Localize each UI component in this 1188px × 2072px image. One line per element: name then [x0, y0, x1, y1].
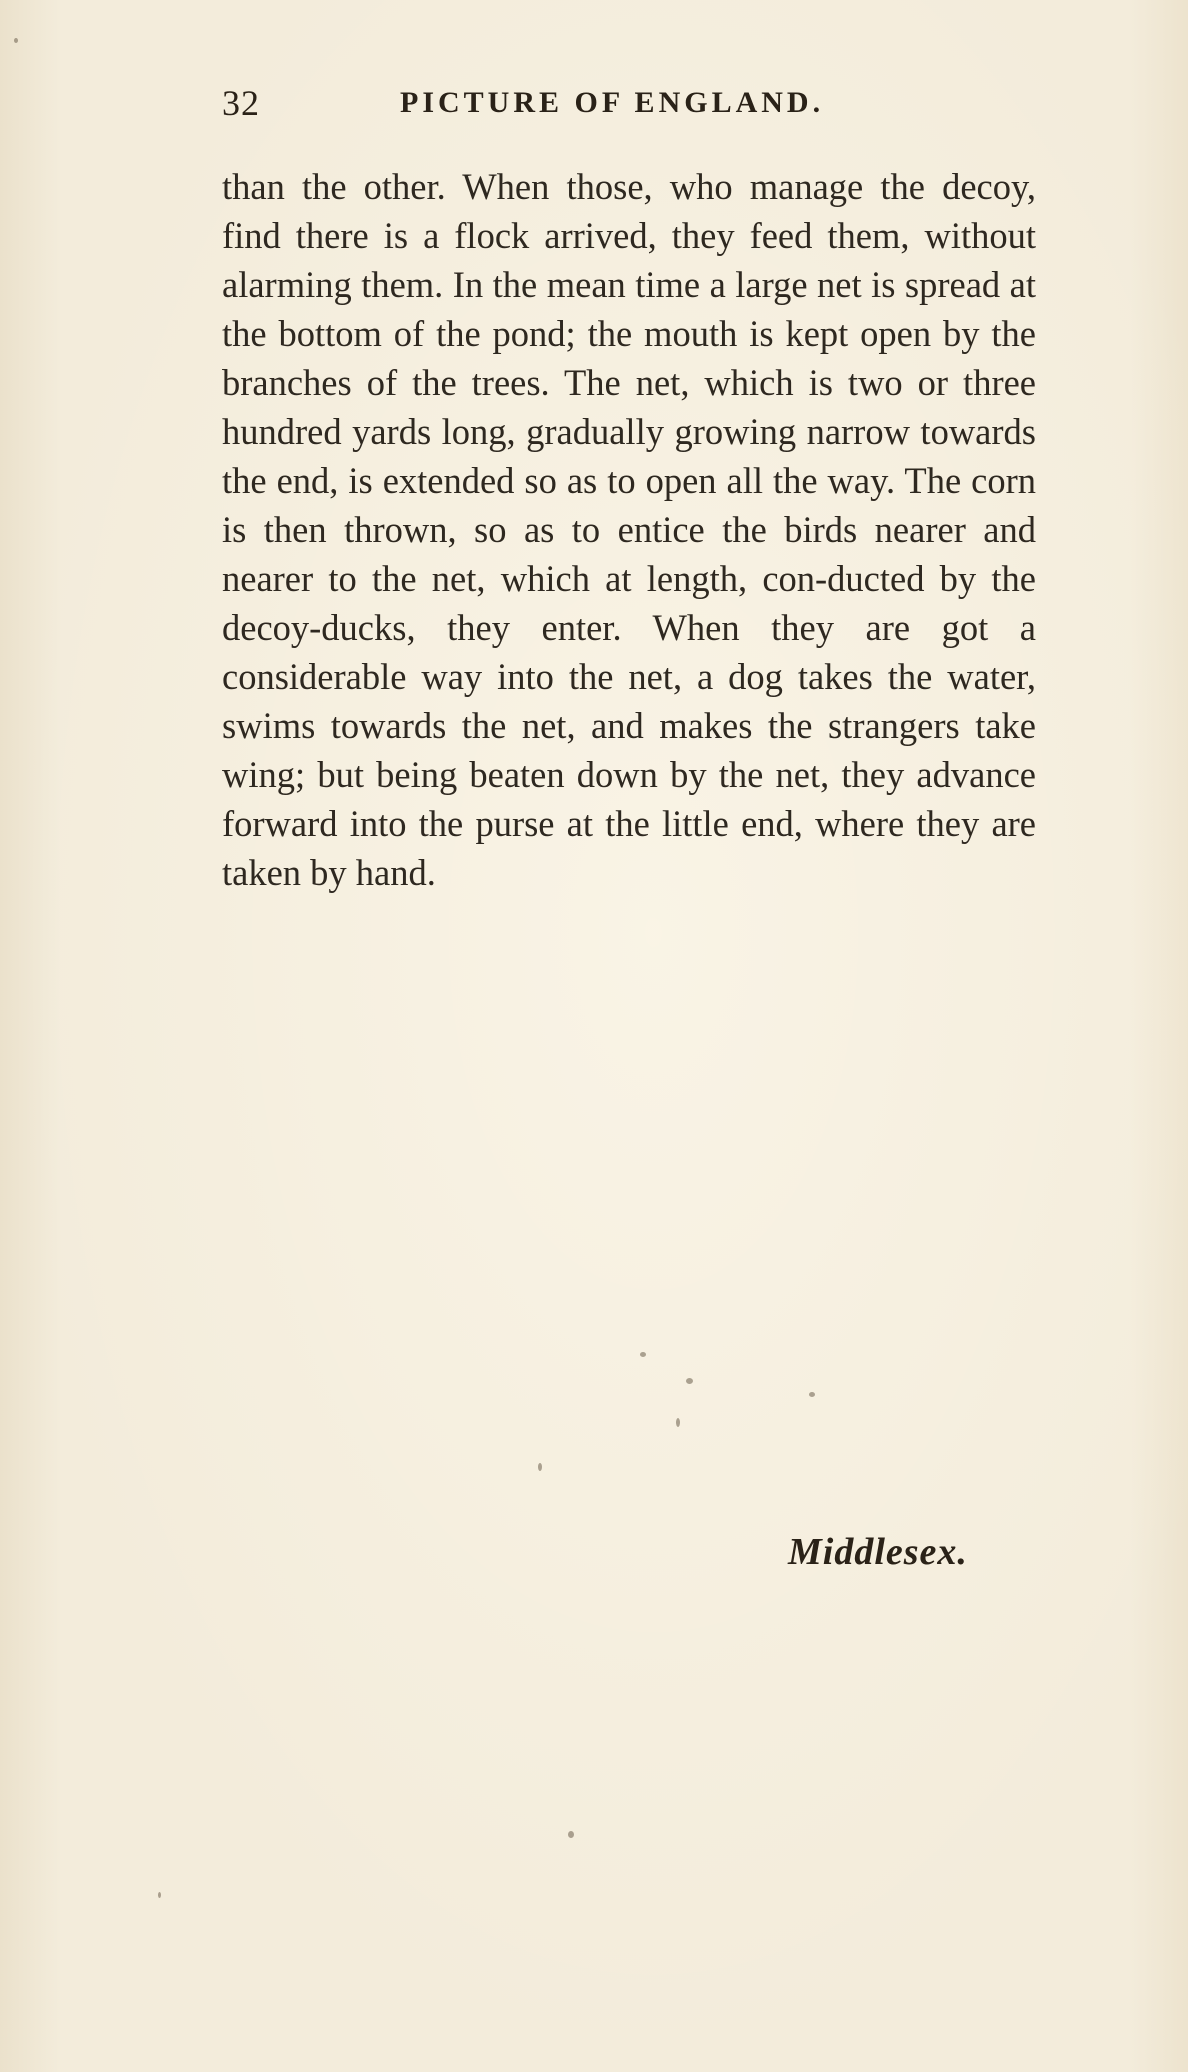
foxing-speck [158, 1892, 161, 1898]
body-paragraph: than the other. When those, who manage the decoy, find there is a flock arrived, they feed them, without alarming them. In the mean time a large net is spread at the bottom of the pond; the mouth is kept open by the branches of the trees. The net, which is two or three hundred yards long, gradually growing narrow towards the end, is extended so as to open all the way. The corn is then thrown, so as to entice the birds nearer and nearer to the net, which at length, con-ducted by the decoy-ducks, they enter. When they are got a considerable way into the net, a dog takes the water, swims towards the net, and makes the strangers take wing; but being beaten down by the net, they advance forward into the purse at the little end, where they are taken by hand. [222, 166, 1036, 893]
foxing-speck [676, 1418, 680, 1427]
running-head [222, 82, 1062, 132]
foxing-speck [538, 1463, 542, 1471]
running-title: PICTURE OF ENGLAND. [400, 86, 825, 119]
page-number: 32 [222, 83, 260, 123]
foxing-speck [14, 38, 18, 43]
foxing-speck [686, 1378, 693, 1384]
foxing-speck [809, 1392, 815, 1397]
foxing-speck [640, 1352, 646, 1357]
catchword: Middlesex. [788, 1531, 968, 1573]
foxing-speck [568, 1831, 574, 1838]
